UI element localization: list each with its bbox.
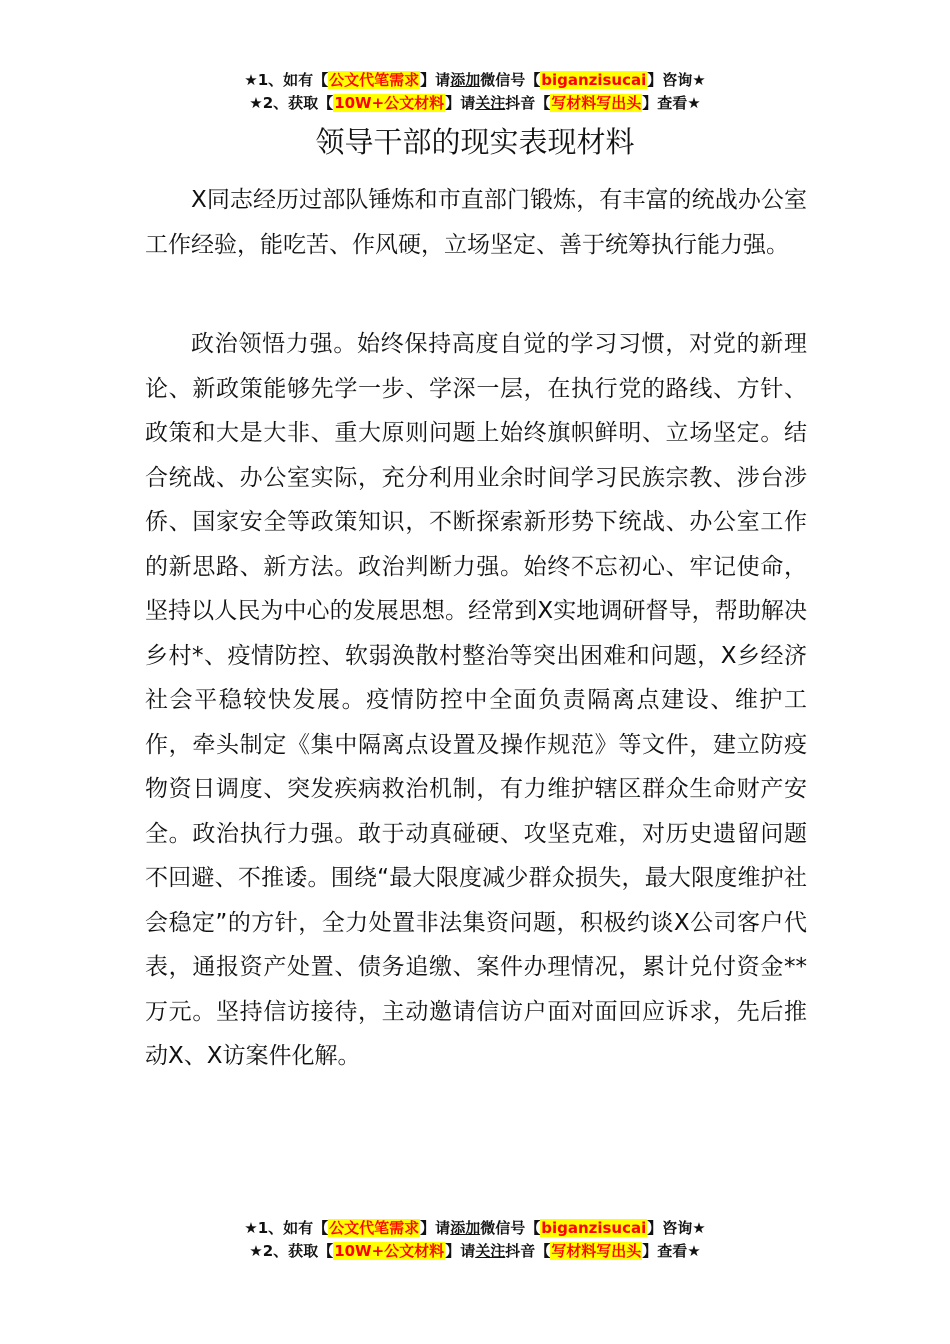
paragraph: X同志经历过部队锤炼和市直部门锻炼，有丰富的统战办公室工作经验，能吃苦、作风硬，立场坚定、善于统筹执行能力强。 xyxy=(145,187,807,258)
header-promo-line-2: ★2、获取【10W+公文材料】请关注抖音【写材料写出头】查看★ xyxy=(249,94,701,112)
highlight-materials: 10W+公文材料 xyxy=(334,94,445,112)
footer-promo-banner xyxy=(0,1217,950,1263)
document-body-intro xyxy=(145,178,807,267)
highlight-wechat-id: biganzisucai xyxy=(541,1219,647,1237)
document-body-main xyxy=(145,322,807,1079)
highlight-douyin-account: 写材料写出头 xyxy=(551,94,642,112)
highlight-materials: 10W+公文材料 xyxy=(334,1242,445,1260)
highlight-service: 公文代笔需求 xyxy=(329,71,420,89)
highlight-wechat-id: biganzisucai xyxy=(541,71,647,89)
document-title: 领导干部的现实表现材料 xyxy=(315,125,635,159)
header-promo-line-1: ★1、如有【公文代笔需求】请添加微信号【biganzisucai】咨询★ xyxy=(244,71,706,89)
footer-promo-line-2: ★2、获取【10W+公文材料】请关注抖音【写材料写出头】查看★ xyxy=(249,1242,701,1260)
header-promo-banner xyxy=(0,69,950,115)
footer-promo-line-1: ★1、如有【公文代笔需求】请添加微信号【biganzisucai】咨询★ xyxy=(244,1219,706,1237)
highlight-service: 公文代笔需求 xyxy=(329,1219,420,1237)
highlight-douyin-account: 写材料写出头 xyxy=(551,1242,642,1260)
paragraph: 政治领悟力强。始终保持高度自觉的学习习惯，对党的新理论、新政策能够先学一步、学深一层，在执行党的路线、方针、政策和大是大非、重大原则问题上始终旗帜鲜明、立场坚定。结合统战、办公室实际，充分利用业余时间学习民族宗教、涉台涉侨、国家安全等政策知识，不断探索新形势下统战、办公室工作的新思路、新方法。政治判断力强。始终不忘初心、牢记使命，坚持以人民为中心的发展思想。经常到X实地调研督导，帮助解决乡村*、疫情防控、软弱涣散村整治等突出困难和问题，X乡经济社会平稳较快发展。疫情防控中全面负责隔离点建设、维护工作，牵头制定《集中隔离点设置及操作规范》等文件，建立防疫物资日调度、突发疾病救治机制，有力维护辖区群众生命财产安全。政治执行力强。敢于动真碰硬、攻坚克难，对历史遗留问题不回避、不推诿。围绕“最大限度减少群众损失，最大限度维护社会稳定”的方针，全力处置非法集资问题，积极约谈X公司客户代表，通报资产处置、债务追缴、案件办理情况，累计兑付资金**万元。坚持信访接待，主动邀请信访户面对面回应诉求，先后推动X、X访案件化解。 xyxy=(145,331,807,1069)
